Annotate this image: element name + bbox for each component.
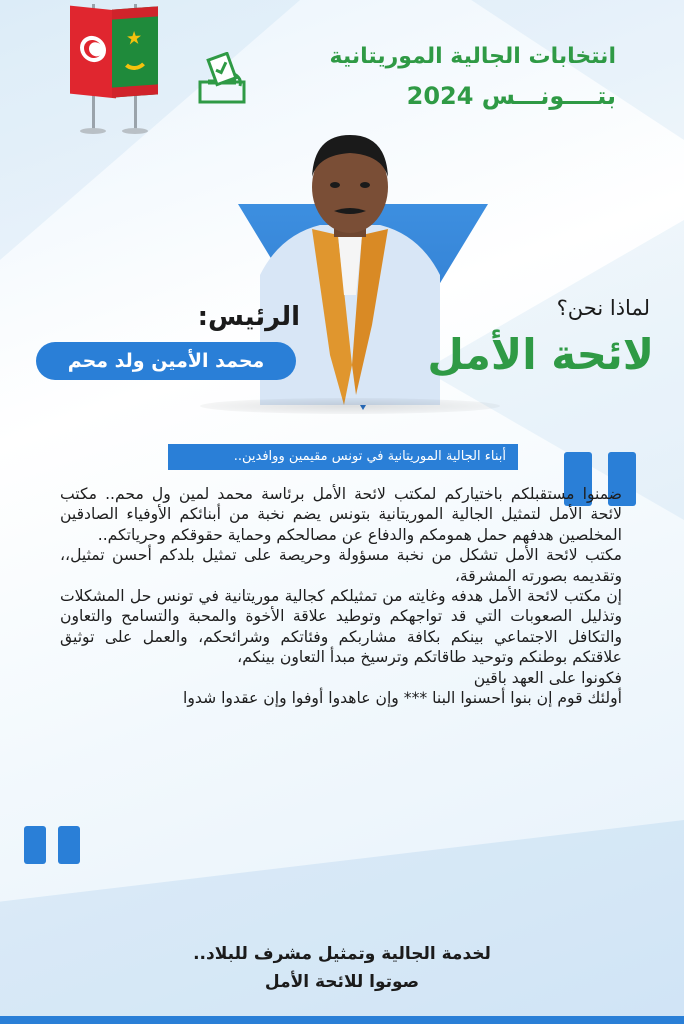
mauritania-flag-icon: ★ [112, 6, 158, 97]
portrait-shadow [200, 398, 500, 414]
city-name: بتــــونـــس [481, 82, 616, 110]
list-name: لائحة الأمل [427, 330, 654, 379]
greeting-banner: أبناء الجالية الموريتانية في تونس مقيمين ووافدين.. [168, 444, 518, 470]
flag-base [80, 128, 106, 134]
message-paragraph: أولئك قوم إن بنوا أحسنوا البنا *** وإن عاهدوا أوفوا وإن عقدوا شدوا [183, 689, 622, 708]
message-paragraph: مكتب لائحة الأمل تشكل من نخبة مسؤولة وحريصة على تمثيل بلدكم أحسن تمثيل،، وتقديمه بصورته المشرقة، [60, 546, 622, 585]
ballot-box-icon [194, 52, 250, 108]
background-shard [380, 0, 684, 140]
message-body [60, 484, 622, 708]
message-paragraph: فكونوا على العهد باقين [473, 668, 622, 687]
footer-slogan: لخدمة الجالية وتمثيل مشرف للبلاد.. [193, 944, 491, 964]
election-year: 2024 [406, 82, 474, 110]
background-shard [0, 820, 684, 1024]
why-us-heading: لماذا نحن؟ [556, 296, 650, 320]
flag-base [122, 128, 148, 134]
election-subtitle [256, 82, 616, 110]
flags-group [64, 0, 174, 140]
close-quote-icon [24, 826, 84, 864]
president-label: الرئيس: [197, 302, 300, 332]
bottom-bar [0, 1016, 684, 1024]
message-paragraph: إن مكتب لائحة الأمل هدفه وغايته من تمثيلكم كجالية موريتانية في تونس حل المشكلات وتذليل الصعوبات التي قد تواجهكم وتوطيد علاقة الأخوة والمحبة والتسامح والتعاون والتكافل الاجتماعي بينكم بكافة مشاربكم وفئاتكم وشرائحكم، والعمل على توثيق علاقتكم بوطنكم وتوحيد طاقاتكم وترسيخ مبدأ التعاون بينكم، [60, 587, 622, 667]
message-paragraph: ضمنوا مستقبلكم باختياركم لمكتب لائحة الأمل برئاسة محمد لمين ول محم.. مكتب لائحة الأمل لتمثيل الجالية الموريتانية بتونس يضم نخبة من أبنائكم الأوفياء الصادقين المخلصين هدفهم حمل همومكم والدفاع عن مصالحكم وحماية حقوقكم وحرياتكم.. [60, 485, 622, 544]
tunisia-flag-icon [70, 6, 116, 99]
election-title: انتخابات الجالية الموريتانية [329, 44, 616, 69]
candidate-name-badge: محمد الأمين ولد محم [36, 342, 296, 380]
footer-call-to-vote: صوتوا للائحة الأمل [264, 972, 420, 992]
